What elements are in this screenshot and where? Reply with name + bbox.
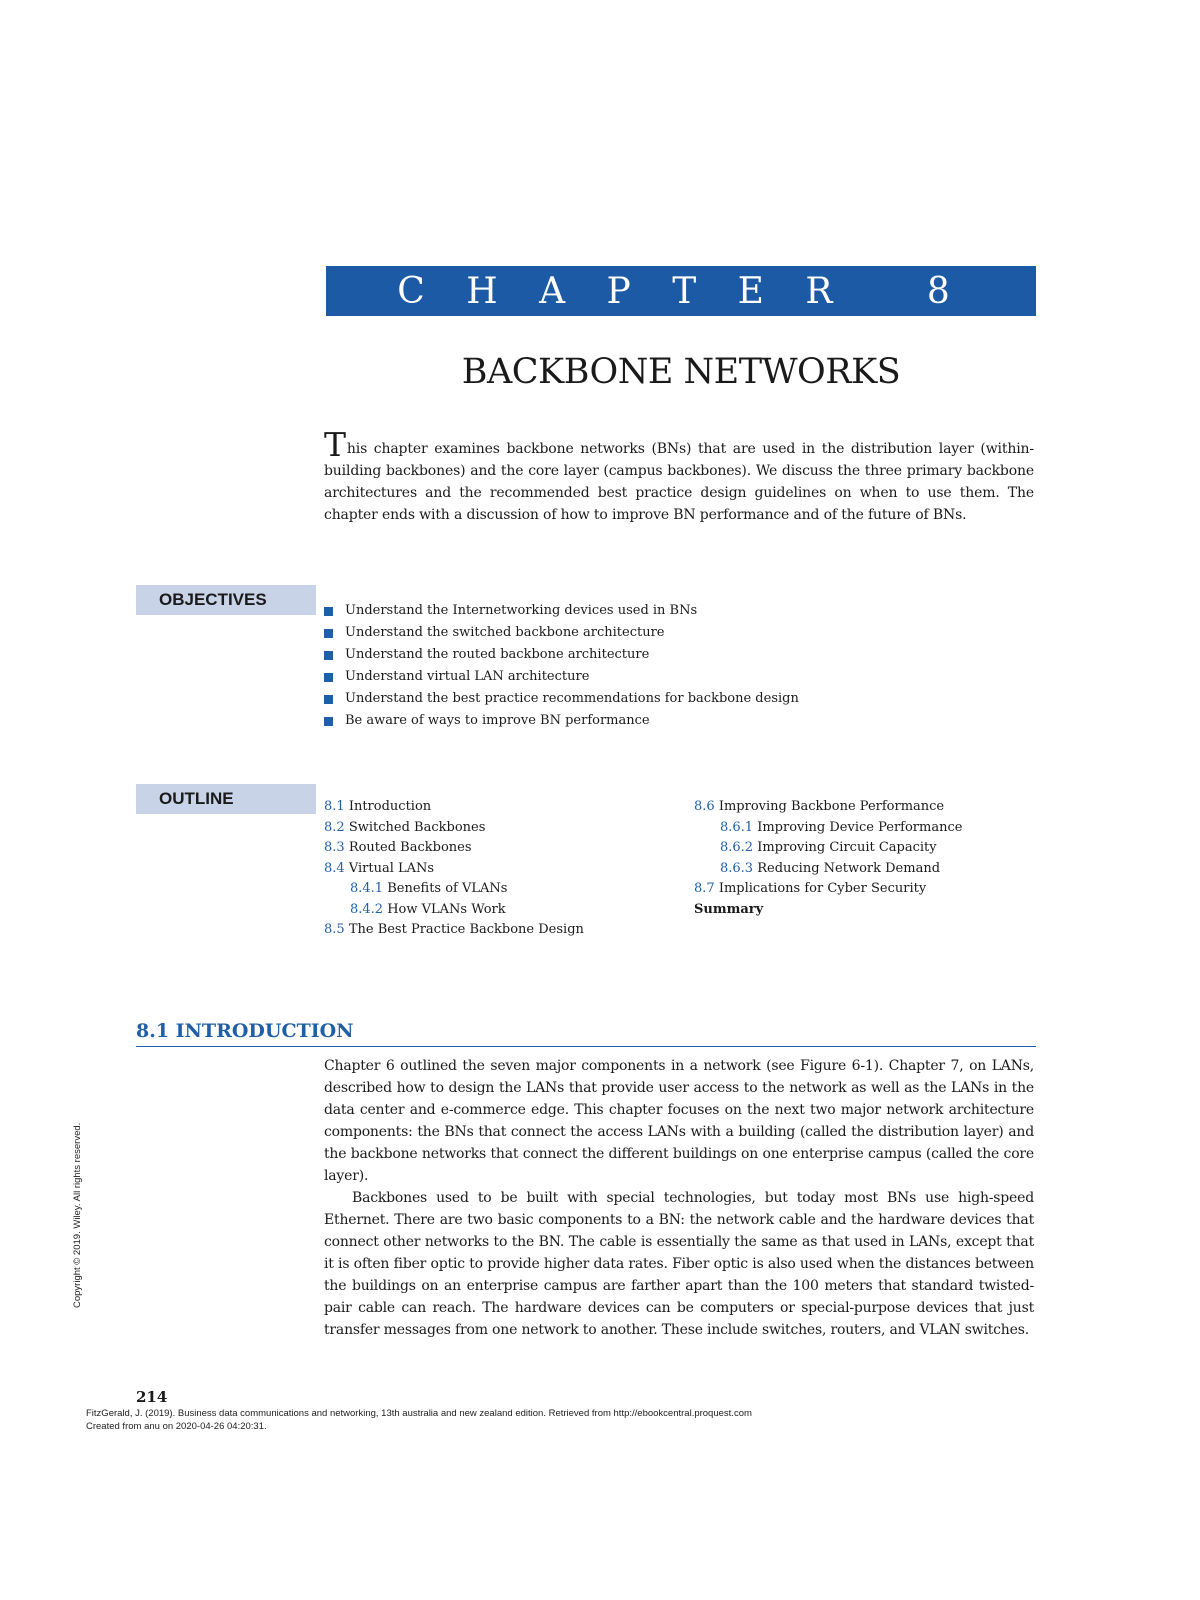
objective-item (324, 688, 1034, 710)
objective-item (324, 600, 1034, 622)
square-bullet-icon (324, 651, 333, 660)
square-bullet-icon (324, 607, 333, 616)
outline-entry[interactable] (324, 879, 584, 900)
outline-number: 8.4.1 (350, 881, 384, 896)
outline-entry[interactable] (694, 900, 962, 921)
chapter-title: BACKBONE NETWORKS (461, 352, 901, 392)
objective-item (324, 710, 1034, 732)
chapter-label: C H A P T E R 8 (397, 270, 965, 312)
outline-entry[interactable] (694, 838, 962, 859)
outline-number: 8.3 (324, 840, 345, 855)
outline-label: OUTLINE (136, 784, 316, 814)
objective-text: Understand the switched backbone architecture (345, 625, 665, 640)
outline-entry[interactable] (324, 900, 584, 921)
chapter-banner (326, 266, 1036, 316)
outline-text: Implications for Cyber Security (714, 881, 927, 896)
outline-text: Routed Backbones (344, 840, 472, 855)
created-line: Created from anu on 2020-04-26 04:20:31. (86, 1421, 267, 1432)
objectives-label: OBJECTIVES (136, 585, 316, 615)
intro-text: his chapter examines backbone networks (BNs) that are used in the distribution layer (within-building backbones) and the core layer (campus backbones). We discuss the three primary backbone architectures and the recommended best practice design guidelines on when to use them. The chapter ends with a discussion of how to improve BN performance and of the future of BNs. (324, 441, 1034, 523)
objective-text: Understand the best practice recommendations for backbone design (345, 691, 799, 706)
outline-right-column (694, 797, 962, 920)
outline-number: 8.6 (694, 799, 715, 814)
square-bullet-icon (324, 695, 333, 704)
citation-line: FitzGerald, J. (2019). Business data communications and networking, 13th australia and new zealand edition. Retrieved from http://ebookcentral.proquest.com (86, 1408, 752, 1419)
outline-text: Introduction (344, 799, 432, 814)
outline-number: 8.6.2 (720, 840, 754, 855)
outline-number: 8.6.3 (720, 860, 754, 876)
chapter-intro (324, 425, 1034, 526)
outline-number: 8.2 (324, 819, 345, 835)
outline-left-column (324, 797, 584, 941)
section-divider (136, 1046, 1036, 1047)
outline-text: Improving Backbone Performance (714, 799, 945, 814)
outline-entry[interactable] (324, 818, 584, 839)
outline-entry[interactable] (324, 797, 584, 818)
square-bullet-icon (324, 673, 333, 682)
page-number: 214 (136, 1388, 168, 1406)
outline-entry[interactable] (694, 859, 962, 880)
citation-footer (86, 1407, 752, 1433)
body-paragraph: Backbones used to be built with special technologies, but today most BNs use high-speed Ethernet. There are two basic components to a BN: the network cable and the hardware devices that connect other networks to the BN. The cable is essentially the same as that used in LANs, except that it is often fiber optic to provide higher data rates. Fiber optic is also used when the distances between the buildings on an enterprise campus are farther apart than the 100 meters that standard twisted-pair cable can reach. The hardware devices can be computers or special-purpose devices that just transfer messages from one network to another. These include switches, routers, and VLAN switches. (324, 1190, 1034, 1338)
outline-number: 8.1 (324, 799, 345, 814)
objective-text: Understand the Internetworking devices used in BNs (345, 603, 698, 618)
outline-text: Virtual LANs (344, 860, 435, 876)
objective-text: Be aware of ways to improve BN performance (345, 713, 650, 728)
outline-number: 8.7 (694, 881, 715, 896)
outline-text: Improving Circuit Capacity (753, 840, 937, 855)
outline-entry[interactable] (694, 879, 962, 900)
outline-text: Switched Backbones (344, 819, 486, 835)
objective-item (324, 622, 1034, 644)
section-body (324, 1055, 1034, 1341)
square-bullet-icon (324, 629, 333, 638)
drop-cap: T (324, 425, 346, 464)
outline-number: 8.6.1 (720, 819, 754, 835)
outline-entry[interactable] (324, 859, 584, 880)
outline-summary: Summary (694, 901, 764, 917)
outline-number: 8.4.2 (350, 901, 384, 917)
outline-text: Improving Device Performance (753, 819, 963, 835)
outline-text: Reducing Network Demand (753, 860, 941, 876)
outline-text: Benefits of VLANs (383, 881, 508, 896)
body-paragraph: Chapter 6 outlined the seven major components in a network (see Figure 6-1). Chapter 7, on LANs, described how to design the LANs that provide user access to the network as well as the LANs in the data center and e-commerce edge. This chapter focuses on the next two major network architecture components: the BNs that connect the access LANs with a building (called the distribution layer) and the backbone networks that connect the different buildings on one enterprise campus (called the core layer). (324, 1058, 1034, 1184)
objective-text: Understand the routed backbone architecture (345, 647, 650, 662)
copyright-notice: Copyright © 2019. Wiley. All rights reserved. (72, 1122, 83, 1308)
outline-entry[interactable] (694, 818, 962, 839)
outline-number: 8.5 (324, 922, 345, 937)
outline-entry[interactable] (694, 797, 962, 818)
outline-entry[interactable] (324, 920, 584, 941)
square-bullet-icon (324, 717, 333, 726)
objective-item (324, 644, 1034, 666)
outline-text: How VLANs Work (383, 901, 506, 917)
outline-text: The Best Practice Backbone Design (344, 922, 584, 937)
outline-number: 8.4 (324, 860, 345, 876)
outline-entry[interactable] (324, 838, 584, 859)
objective-item (324, 666, 1034, 688)
objectives-list (324, 600, 1034, 732)
section-heading: 8.1 INTRODUCTION (136, 1020, 354, 1042)
objective-text: Understand virtual LAN architecture (345, 669, 590, 684)
